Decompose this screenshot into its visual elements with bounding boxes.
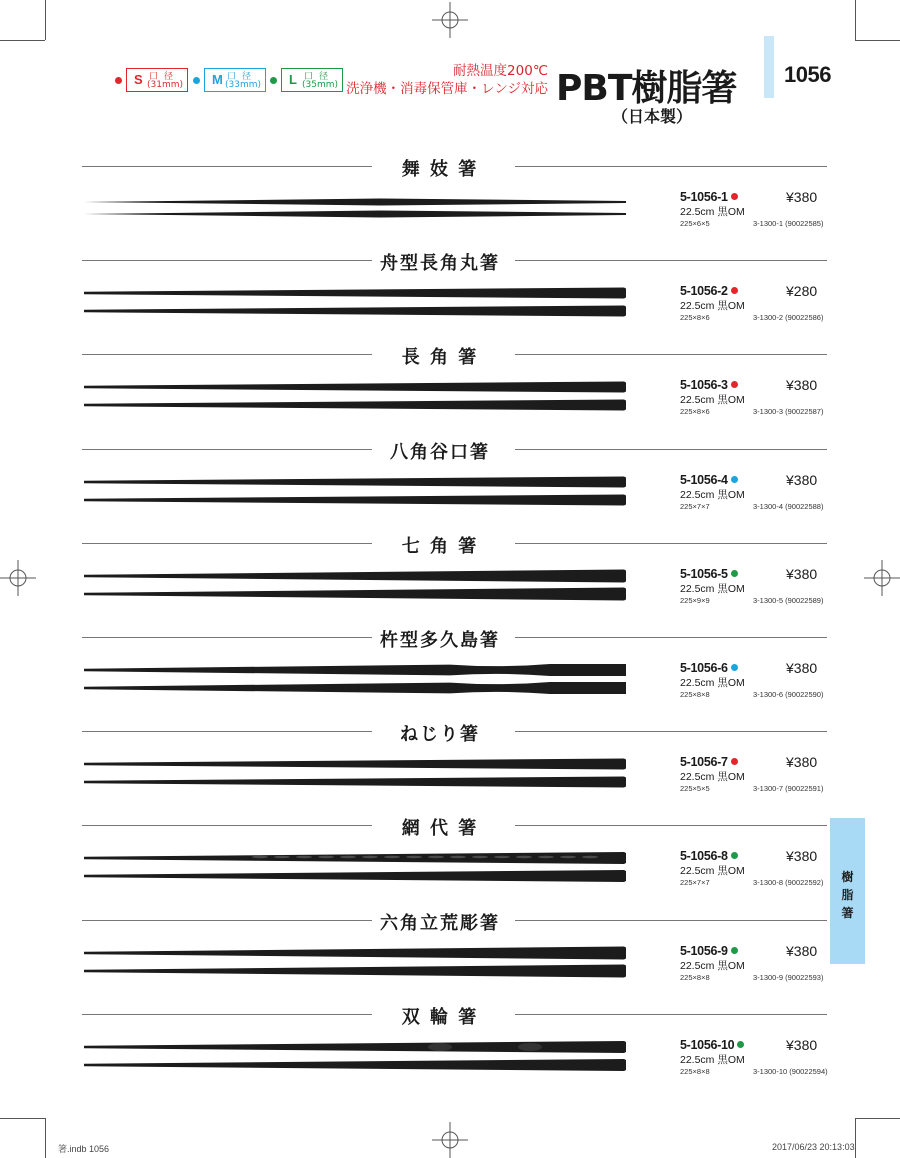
catalog-number: 3-1300-1 (90022585) [753, 219, 824, 228]
product-code-text: 5-1056-9 [680, 944, 728, 958]
section-rule [82, 825, 372, 826]
carving-mark [516, 856, 532, 858]
size-dot [731, 758, 738, 765]
carving-mark [450, 856, 466, 858]
chopsticks-image [80, 374, 630, 418]
page-number-bar [764, 36, 774, 98]
product-size: 22.5cm 黒OM [680, 489, 745, 501]
chopstick [84, 1041, 626, 1053]
footer-file: 箸.indb 1056 [58, 1144, 110, 1154]
carving-mark [318, 856, 334, 858]
chopstick [84, 947, 626, 960]
product-dimensions: 225×5×5 [680, 784, 710, 793]
size-badge-s [126, 68, 188, 92]
size-dot [731, 947, 738, 954]
chopsticks-image [80, 186, 630, 230]
product-code [680, 473, 738, 487]
size-mm: (33mm) [225, 80, 262, 90]
size-mm: (31mm) [147, 80, 184, 90]
side-tab-char: 樹 [841, 870, 854, 884]
product-dimensions: 225×6×5 [680, 219, 710, 228]
crop-mark [45, 0, 46, 40]
section-rule [82, 731, 372, 732]
product-code [680, 190, 738, 204]
catalog-number: 3-1300-4 (90022588) [753, 502, 824, 511]
product-size: 22.5cm 黒OM [680, 206, 745, 218]
size-letter: M [212, 72, 223, 87]
product-code [680, 944, 738, 958]
crop-mark [855, 0, 856, 40]
product-price: ¥280 [786, 283, 818, 299]
registration-mark-bottom [432, 1122, 468, 1158]
product-size: 22.5cm 黒OM [680, 771, 745, 783]
catalog-number: 3-1300-10 (90022594) [753, 1067, 828, 1076]
product-name: 七 角 箸 [401, 536, 479, 557]
chopsticks-image [80, 280, 630, 324]
product-size: 22.5cm 黒OM [680, 960, 745, 972]
chopstick [84, 570, 626, 583]
ring-mark [518, 1043, 542, 1051]
chopsticks-image [80, 1034, 630, 1078]
product-code-text: 5-1056-6 [680, 661, 728, 675]
page-subtitle: （日本製） [612, 107, 693, 126]
size-kou: 口径 [304, 72, 335, 82]
catalog-number: 3-1300-8 (90022592) [753, 878, 824, 887]
product-name: 六角立荒彫箸 [380, 913, 500, 934]
catalog-number: 3-1300-5 (90022589) [753, 596, 824, 605]
size-dot [731, 476, 738, 483]
heat-line-1: 耐熱温度200℃ [453, 63, 548, 79]
section-rule [82, 354, 372, 355]
chopstick [84, 777, 626, 788]
product-code [680, 1038, 744, 1052]
side-category-tab [830, 818, 865, 964]
carving-mark [296, 856, 312, 858]
size-dot [731, 287, 738, 294]
section-rule [515, 731, 827, 732]
side-tab-char: 箸 [841, 906, 854, 920]
product-dimensions: 225×8×6 [680, 313, 710, 322]
size-letter: L [289, 72, 297, 87]
size-dot [731, 381, 738, 388]
product-dimensions: 225×7×7 [680, 878, 710, 887]
product-code [680, 567, 738, 581]
product-name: ねじり箸 [400, 724, 480, 745]
chopstick [84, 288, 626, 299]
chopsticks-image [80, 657, 630, 701]
product-code-text: 5-1056-10 [680, 1038, 735, 1052]
catalog-number: 3-1300-6 (90022590) [753, 690, 824, 699]
side-tab-char: 脂 [841, 888, 854, 902]
size-dot [731, 852, 738, 859]
crop-mark [855, 1118, 900, 1119]
chopsticks-image [80, 563, 630, 607]
product-code [680, 284, 738, 298]
carving-mark [428, 856, 444, 858]
catalog-number: 3-1300-7 (90022591) [753, 784, 824, 793]
ring-mark [428, 1043, 452, 1051]
size-dot [731, 193, 738, 200]
section-rule [515, 825, 827, 826]
product-dimensions: 225×8×8 [680, 973, 710, 982]
carving-mark [252, 856, 268, 858]
product-code [680, 378, 738, 392]
page-title: PBT樹脂箸 [556, 68, 737, 109]
section-rule [515, 260, 827, 261]
registration-mark-right [864, 560, 900, 596]
product-dimensions: 225×7×7 [680, 502, 710, 511]
chopsticks-image [80, 751, 630, 795]
product-price: ¥380 [786, 377, 818, 393]
product-size: 22.5cm 黒OM [680, 677, 745, 689]
product-price: ¥380 [786, 189, 818, 205]
section-rule [82, 920, 372, 921]
chopsticks-image [80, 940, 630, 984]
product-price: ¥380 [786, 1037, 818, 1053]
section-rule [515, 637, 827, 638]
chopstick [84, 382, 626, 393]
product-code-text: 5-1056-7 [680, 755, 728, 769]
product-name: 杵型多久島箸 [380, 630, 500, 651]
chopstick [84, 870, 626, 882]
chopsticks-image [80, 469, 630, 513]
chopstick [84, 400, 626, 411]
product-size: 22.5cm 黒OM [680, 583, 745, 595]
chopstick [84, 682, 626, 694]
section-rule [82, 260, 372, 261]
heat-resistance-note [346, 62, 548, 98]
section-rule [82, 1014, 372, 1015]
size-badge-m [204, 68, 266, 92]
size-kou: 口径 [227, 72, 258, 82]
chopstick [84, 664, 626, 676]
section-rule [82, 166, 372, 167]
product-size: 22.5cm 黒OM [680, 1054, 745, 1066]
chopstick [84, 588, 626, 601]
product-price: ¥380 [786, 660, 818, 676]
product-dimensions: 225×8×6 [680, 407, 710, 416]
size-mm: (35mm) [302, 80, 339, 90]
catalog-number: 3-1300-9 (90022593) [753, 973, 824, 982]
catalog-number: 3-1300-2 (90022586) [753, 313, 824, 322]
section-rule [515, 449, 827, 450]
product-dimensions: 225×8×8 [680, 690, 710, 699]
chopstick [84, 199, 626, 206]
crop-mark [45, 1118, 46, 1158]
carving-mark [274, 856, 290, 858]
carving-mark [340, 856, 356, 858]
section-rule [515, 543, 827, 544]
catalog-number: 3-1300-3 (90022587) [753, 407, 824, 416]
crop-mark [855, 1118, 856, 1158]
chopstick [84, 965, 626, 978]
carving-mark [384, 856, 400, 858]
product-price: ¥380 [786, 848, 818, 864]
size-letter: S [134, 72, 143, 87]
product-price: ¥380 [786, 566, 818, 582]
product-name: 双 輪 箸 [401, 1007, 479, 1028]
section-rule [515, 166, 827, 167]
crop-mark [0, 1118, 45, 1119]
size-dot-m [193, 77, 200, 84]
product-size: 22.5cm 黒OM [680, 394, 745, 406]
carving-mark [582, 856, 598, 858]
section-rule [82, 637, 372, 638]
size-badge-l [281, 68, 343, 92]
footer-date: 2017/06/23 20:13:03 [772, 1142, 855, 1152]
carving-mark [494, 856, 510, 858]
product-code-text: 5-1056-4 [680, 473, 728, 487]
size-dot [731, 570, 738, 577]
chopstick [84, 477, 626, 488]
product-name: 舞 妓 箸 [401, 159, 479, 180]
chopsticks-image [80, 845, 630, 889]
carving-mark [538, 856, 554, 858]
product-dimensions: 225×9×9 [680, 596, 710, 605]
section-rule [515, 354, 827, 355]
chopstick [84, 211, 626, 218]
carving-mark [560, 856, 576, 858]
size-kou: 口径 [149, 72, 180, 82]
product-code-text: 5-1056-2 [680, 284, 728, 298]
section-rule [515, 1014, 827, 1015]
product-code-text: 5-1056-1 [680, 190, 728, 204]
heat-line-2: 洗浄機・消毒保管庫・レンジ対応 [346, 81, 548, 97]
chopstick [84, 495, 626, 506]
product-dimensions: 225×8×8 [680, 1067, 710, 1076]
product-code [680, 849, 738, 863]
product-code-text: 5-1056-3 [680, 378, 728, 392]
section-rule [515, 920, 827, 921]
product-code-text: 5-1056-5 [680, 567, 728, 581]
size-dot-s [115, 77, 122, 84]
product-name: 長 角 箸 [401, 347, 479, 368]
product-price: ¥380 [786, 754, 818, 770]
product-price: ¥380 [786, 943, 818, 959]
section-rule [82, 543, 372, 544]
crop-mark [855, 40, 900, 41]
crop-mark [0, 40, 45, 41]
carving-mark [472, 856, 488, 858]
product-name: 網 代 箸 [401, 818, 479, 839]
product-code-text: 5-1056-8 [680, 849, 728, 863]
registration-mark-left [0, 560, 36, 596]
chopstick [84, 306, 626, 317]
size-dot [737, 1041, 744, 1048]
product-code [680, 755, 738, 769]
registration-mark-top [432, 2, 468, 38]
product-name: 舟型長角丸箸 [380, 253, 500, 274]
product-code [680, 661, 738, 675]
product-price: ¥380 [786, 472, 818, 488]
chopstick [84, 759, 626, 770]
product-size: 22.5cm 黒OM [680, 300, 745, 312]
section-rule [82, 449, 372, 450]
page-number: 1056 [784, 62, 831, 87]
carving-mark [362, 856, 378, 858]
product-size: 22.5cm 黒OM [680, 865, 745, 877]
product-name: 八角谷口箸 [390, 442, 490, 463]
size-dot-l [270, 77, 277, 84]
carving-mark [406, 856, 422, 858]
chopstick [84, 1059, 626, 1071]
size-dot [731, 664, 738, 671]
